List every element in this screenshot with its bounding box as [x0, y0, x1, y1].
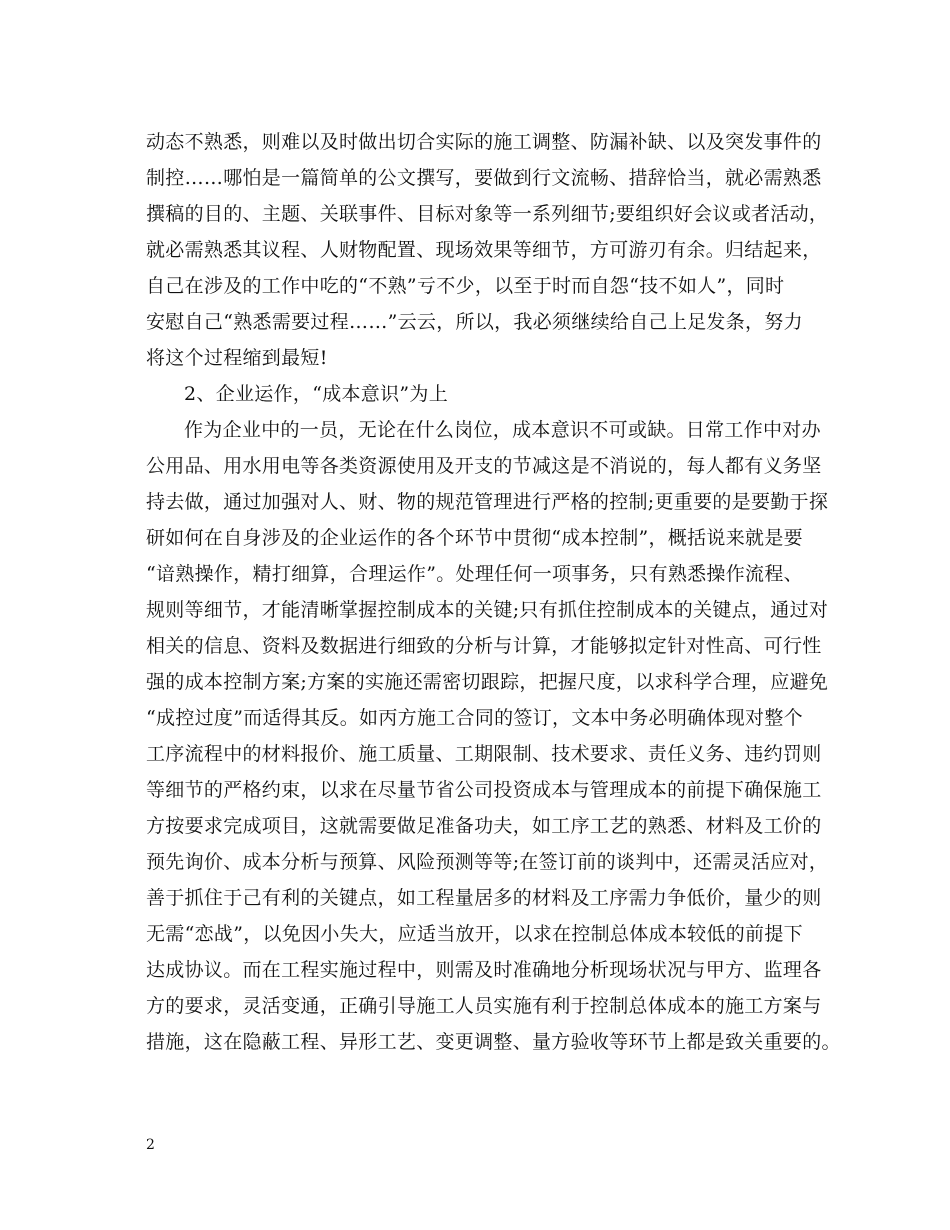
text-line: 撰稿的目的、主题、关联事件、目标对象等一系列细节;要组织好会议或者活动， — [146, 203, 829, 225]
text-line: 安慰自己“熟悉需要过程……”云云，所以，我必须继续给自己上足发条，努力 — [146, 311, 803, 333]
page-number: 2 — [146, 1137, 155, 1153]
text-line: 方的要求，灵活变通，正确引导施工人员实施有利于控制总体成本的施工方案与 — [146, 995, 822, 1017]
text-line: “谙熟操作，精打细算，合理运作”。处理任何一项事务，只有熟悉操作流程、 — [146, 563, 803, 585]
text-line: 规则等细节，才能清晰掌握控制成本的关键;只有抓住控制成本的关键点，通过对 — [146, 599, 829, 621]
text-line: “成控过度”而适得其反。如丙方施工合同的签订，文本中务必明确体现对整个 — [146, 707, 803, 729]
text-line: 无需“恋战”，以免因小失大，应适当放开，以求在控制总体成本较低的前提下 — [146, 923, 803, 945]
text-line: 善于抓住于己有利的关键点，如工程量居多的材料及工序需力争低价，量少的则 — [146, 887, 822, 909]
text-line: 方按要求完成项目，这就需要做足准备功夫，如工序工艺的熟悉、材料及工价的 — [146, 815, 822, 837]
text-line: 相关的信息、资料及数据进行细致的分析与计算，才能够拟定针对性高、可行性 — [146, 635, 822, 657]
text-line: 强的成本控制方案;方案的实施还需密切跟踪，把握尺度，以求科学合理，应避免 — [146, 671, 829, 693]
text-line: 研如何在自身涉及的企业运作的各个环节中贯彻“成本控制”，概括说来就是要 — [146, 527, 803, 549]
text-line: 持去做，通过加强对人、财、物的规范管理进行严格的控制;更重要的是要勤于探 — [146, 491, 829, 513]
text-line: 自己在涉及的工作中吃的“不熟”亏不少，以至于时而自怨“技不如人”，同时 — [146, 275, 785, 297]
text-line: 公用品、用水用电等各类资源使用及开支的节减这是不消说的，每人都有义务坚 — [146, 455, 822, 477]
text-line: 动态不熟悉，则难以及时做出切合实际的施工调整、防漏补缺、以及突发事件的 — [146, 131, 822, 153]
paragraph-first-line: 作为企业中的一员，无论在什么岗位，成本意识不可或缺。日常工作中对办 — [184, 419, 821, 441]
text-line: 措施，这在隐蔽工程、异形工艺、变更调整、量方验收等环节上都是致关重要的。 — [146, 1031, 841, 1053]
section-heading: 2、企业运作，“成本意识”为上 — [184, 383, 449, 405]
text-line: 制控……哪怕是一篇简单的公文撰写，要做到行文流畅、措辞恰当，就必需熟悉 — [146, 167, 822, 189]
text-line: 工序流程中的材料报价、施工质量、工期限制、技术要求、责任义务、违约罚则 — [146, 743, 822, 765]
text-line: 就必需熟悉其议程、人财物配置、现场效果等细节，方可游刃有余。归结起来， — [146, 239, 822, 261]
text-line: 预先询价、成本分析与预算、风险预测等等;在签订前的谈判中，还需灵活应对， — [146, 851, 829, 873]
text-line: 等细节的严格约束，以求在尽量节省公司投资成本与管理成本的前提下确保施工 — [146, 779, 822, 801]
text-line: 达成协议。而在工程实施过程中，则需及时准确地分析现场状况与甲方、监理各 — [146, 959, 822, 981]
text-line: 将这个过程缩到最短! — [146, 347, 328, 369]
